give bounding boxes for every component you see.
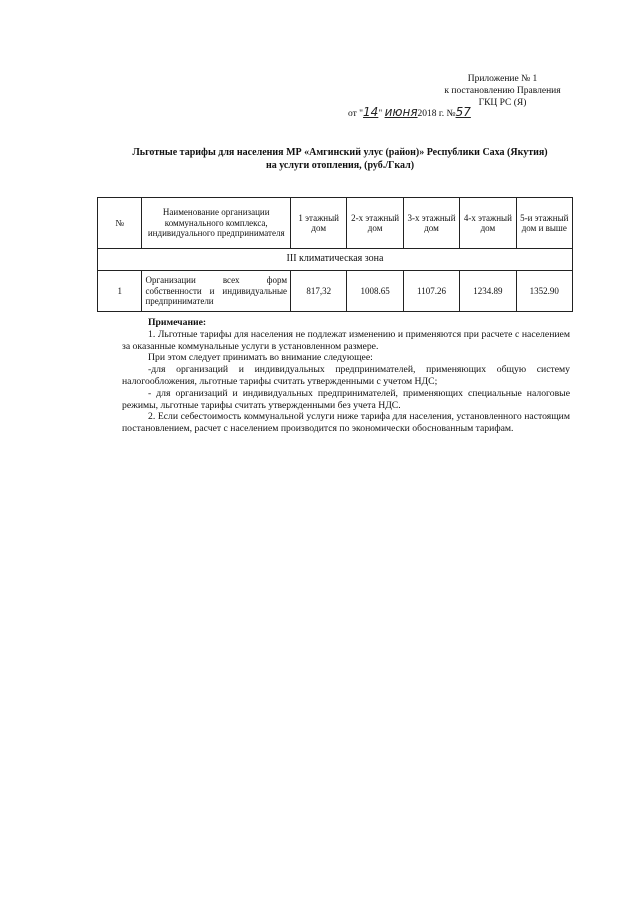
note-paragraph: 2. Если себестоимость коммунальной услуги ниже тарифа для населения, установленного настоящим постановлением, расчет с населением производится по экономически обоснованным тарифам.	[122, 411, 570, 435]
appendix-line: Приложение № 1	[467, 74, 538, 84]
table-row	[98, 271, 573, 312]
notes-title: Примечание:	[148, 317, 207, 328]
order-quote: "	[378, 109, 383, 119]
title-line: на услуги отопления, (руб./Гкал)	[265, 160, 415, 171]
document-title	[100, 146, 580, 172]
row-number: 1	[98, 271, 142, 312]
note-paragraph: 1. Льготные тарифы для населения не подлежат изменению и применяются при расчете с населением за оказанные коммунальные услуги в установленном размере.	[122, 328, 570, 352]
note-paragraph: -для организаций и индивидуальных предпринимателей, применяющих общую систему налогообложения, льготные тарифы считать утвержденными с учетом НДС;	[122, 364, 570, 387]
row-value-4-floor: 1234.89	[460, 271, 516, 312]
row-value-5-floor: 1352.90	[516, 271, 572, 312]
header-2-floor: 2-х этажный дом	[347, 198, 403, 249]
table-header-row	[98, 198, 573, 249]
header-5-floor: 5-и этажный дом и выше	[516, 198, 572, 249]
note-paragraph: При этом следует принимать во внимание следующее:	[148, 352, 373, 364]
appendix-line: ГКЦ РС (Я)	[478, 98, 527, 108]
climate-zone-row	[98, 249, 573, 271]
order-number-handwritten: 57	[455, 105, 471, 119]
header-number: №	[98, 198, 142, 249]
header-3-floor: 3-х этажный дом	[403, 198, 459, 249]
row-value-1-floor: 817,32	[291, 271, 347, 312]
note-paragraph: - для организаций и индивидуальных предпринимателей, применяющих специальные налоговые режимы, льготные тарифы считать утвержденными без учета НДС.	[122, 387, 570, 411]
order-date-line	[348, 105, 548, 119]
appendix-header	[440, 73, 565, 109]
notes-section	[122, 317, 570, 435]
header-1-floor: 1 этажный дом	[291, 198, 347, 249]
header-organization: Наименование организации коммунального комплекса, индивидуального предпринимателя	[142, 198, 291, 249]
order-year: 2018 г. №	[417, 109, 456, 119]
title-line: Льготные тарифы для населения МР «Амгинский улус (район)» Республики Саха (Якутия)	[132, 147, 548, 158]
row-organization: Организации всех форм собственности и индивидуальные предприниматели	[142, 271, 291, 312]
order-month-handwritten: июня	[384, 105, 418, 119]
row-value-2-floor: 1008.65	[347, 271, 403, 312]
row-value-3-floor: 1107.26	[403, 271, 459, 312]
header-4-floor: 4-х этажный дом	[460, 198, 516, 249]
order-day-handwritten: 14	[363, 105, 379, 119]
order-prefix: от "	[348, 109, 364, 119]
climate-zone-label: III климатическая зона	[98, 249, 573, 271]
tariff-table	[97, 197, 573, 312]
appendix-line: к постановлению Правления	[444, 86, 561, 96]
